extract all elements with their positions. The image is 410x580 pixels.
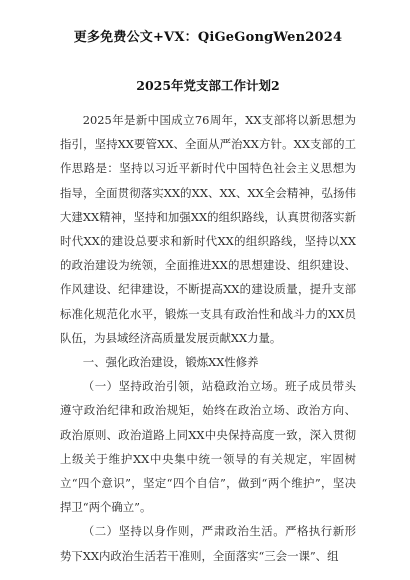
intro-paragraph: 2025年是新中国成立76周年，XX支部将以新思想为指引，坚持XX要管XX、全面从严治XX方针。XX支部的工作思路是：坚持以习近平新时代中国特色社会主义思想为指导，全面贯彻落实XX的XX、XX、XX全会精神，弘扬伟大建XX精神，坚持和加强XX的组织路线，认真贯彻落实新时代XX的建设总要求和新时代XX的组织路线，坚持以XX的政治建设为统领，全面推进XX的思想建设、组织建设、作风建设、纪律建设，不断提高XX的建设质量，提升支部标准化规范化水平，锻炼一支具有政治性和战斗力的XX员队伍，为县域经济高质量发展贡献XX力量。 <box>60 113 356 345</box>
section-paragraph-1: （一）坚持政治引领，站稳政治立场。班子成员带头遵守政治纪律和政治规矩，始终在政治立场、政治方向、政治原则、政治道路上同XX中央保持高度一致，深入贯彻上级关于维护XX中央集中统一领导的有关规定，牢固树立“四个意识”，坚定“四个自信”，做到“两个维护”，坚决捍卫“两个确立”。 <box>60 379 356 515</box>
section-paragraph-2: （二）坚持以身作则，严肃政治生活。严格执行新形势下XX内政治生活若干准则，全面落实“三会一课”、组 <box>60 524 356 563</box>
document-title: 2025年党支部工作计划2 <box>136 78 280 93</box>
section-heading: 一、强化政治建设，锻炼XX性修养 <box>82 355 259 370</box>
document-body <box>60 108 356 568</box>
promo-banner: 更多免费公文+VX：QiGeGongWen2024 <box>73 30 343 45</box>
